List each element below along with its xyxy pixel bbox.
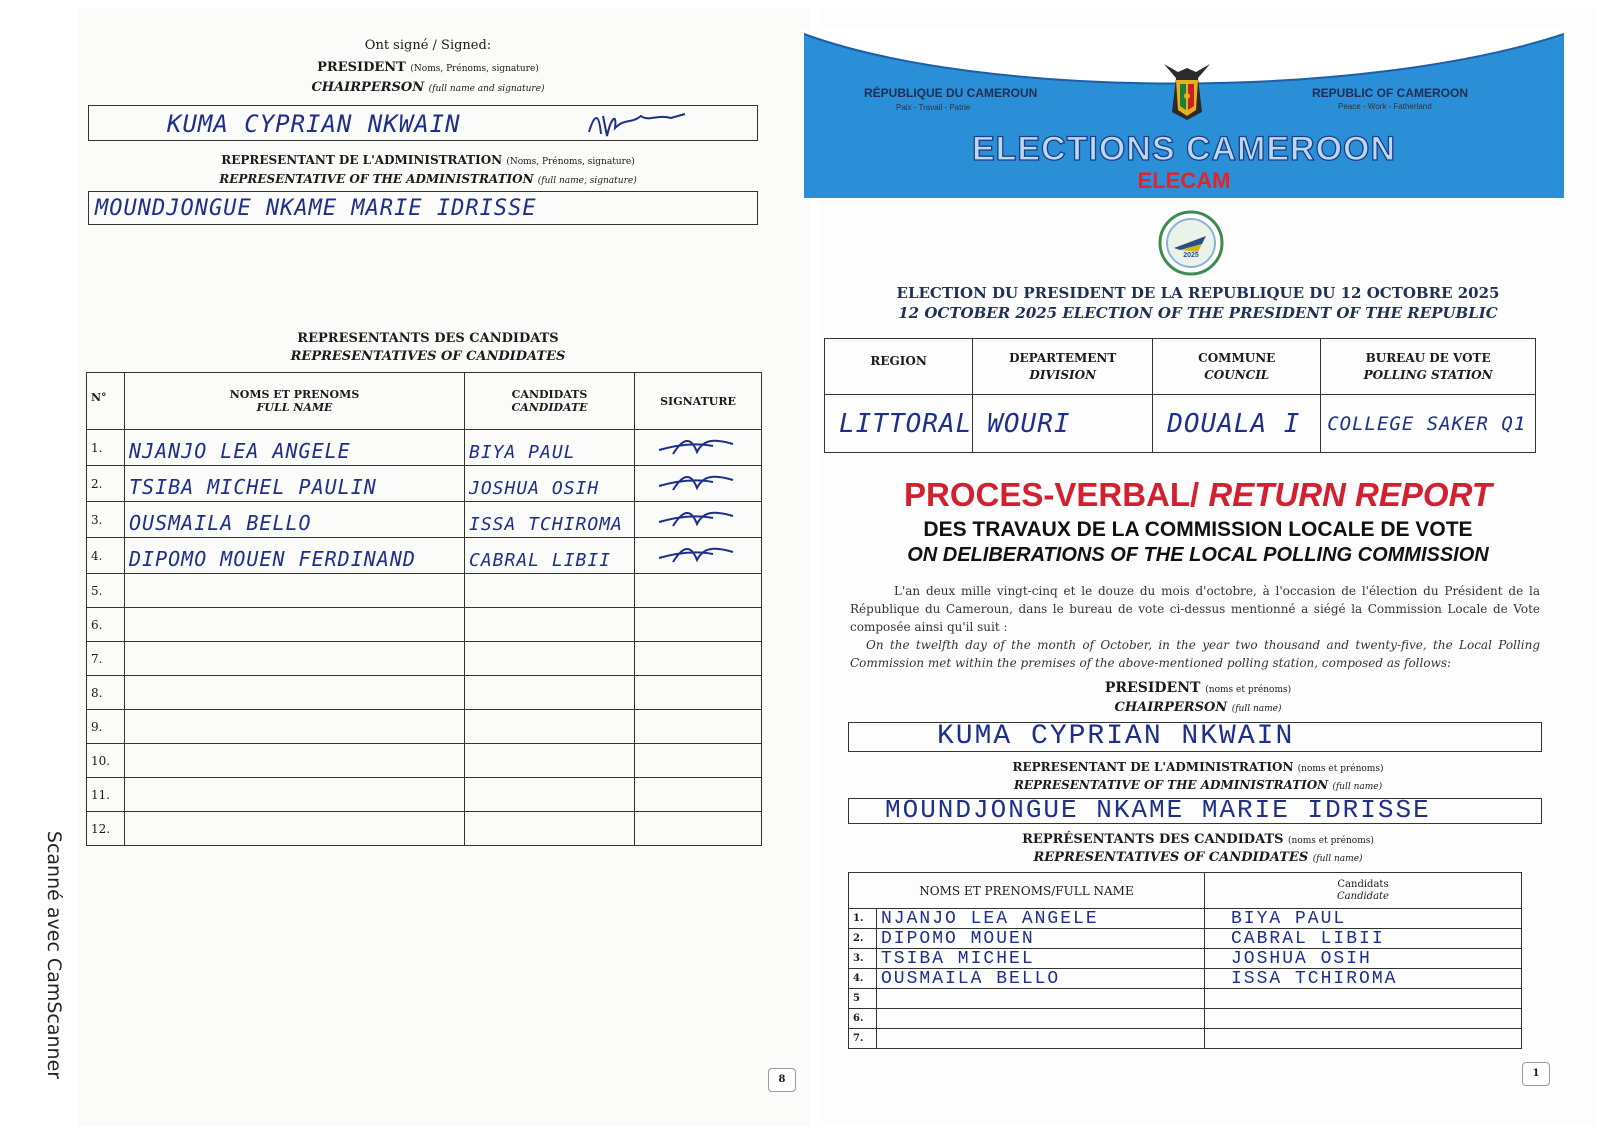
right-page <box>818 8 1596 1126</box>
president-hint: (Noms, Prénoms, signature) <box>410 64 539 74</box>
president-signature-box <box>88 105 758 141</box>
row-number: 3. <box>87 502 125 538</box>
right-row-number: 7. <box>849 1029 877 1049</box>
signature-scribble-icon <box>653 432 743 460</box>
row-full-name <box>125 812 465 846</box>
right-row-candidate: JOSHUA OSIH <box>1205 949 1522 969</box>
header-candidate-fr: CANDIDATS <box>511 388 588 401</box>
right-row-number: 5 <box>849 989 877 1009</box>
right-chairperson-label-text: CHAIRPERSON <box>1114 700 1228 715</box>
right-header-candidate <box>1205 873 1522 909</box>
signature-scribble-icon <box>653 540 743 568</box>
row-full-name: TSIBA MICHEL PAULIN <box>125 466 465 502</box>
table-row <box>87 538 762 574</box>
right-chairperson-label <box>818 700 1578 715</box>
right-row-number: 2. <box>849 929 877 949</box>
right-row-number: 4. <box>849 969 877 989</box>
election-title-en: 12 OCTOBER 2025 ELECTION OF THE PRESIDENT OF THE REPUBLIC <box>898 304 1498 322</box>
table-row <box>87 676 762 710</box>
header-name <box>125 373 465 430</box>
row-signature <box>635 744 762 778</box>
table-row <box>87 812 762 846</box>
row-number: 1. <box>87 430 125 466</box>
row-full-name: NJANJO LEA ANGELE <box>125 430 465 466</box>
station-value: COLLEGE SAKER Q1 <box>1321 395 1536 453</box>
signed-heading: Ont signé / Signed: <box>364 38 492 53</box>
table-row <box>849 1029 1522 1049</box>
header-bureau <box>1321 339 1536 395</box>
region-value: LITTORAL <box>825 395 973 453</box>
right-candidates-label-en-text: REPRESENTATIVES OF CANDIDATES <box>1033 850 1309 865</box>
admin-signature-box <box>88 191 758 225</box>
right-header-candidate-en: Candidate <box>1337 890 1389 902</box>
row-candidate <box>465 608 635 642</box>
right-row-full-name <box>877 989 1205 1009</box>
header-num: N° <box>87 373 125 430</box>
row-number: 2. <box>87 466 125 502</box>
right-row-full-name: TSIBA MICHEL <box>877 949 1205 969</box>
right-row-candidate: BIYA PAUL <box>1205 909 1522 929</box>
admin-label-en <box>78 172 778 186</box>
right-row-full-name: DIPOMO MOUEN <box>877 929 1205 949</box>
right-admin-label-text: REPRESENTANT DE L'ADMINISTRATION <box>1012 760 1294 774</box>
right-row-full-name <box>877 1009 1205 1029</box>
right-header-candidate-fr: Candidats <box>1337 878 1389 890</box>
row-signature <box>635 502 762 538</box>
signature-scribble-icon <box>653 468 743 496</box>
row-signature <box>635 608 762 642</box>
report-title-en: RETURN REPORT <box>1199 476 1492 513</box>
right-admin-hint: (noms et prénoms) <box>1297 764 1384 774</box>
left-page <box>78 8 810 1126</box>
row-full-name <box>125 574 465 608</box>
right-row-candidate <box>1205 1029 1522 1049</box>
row-candidate: BIYA PAUL <box>465 430 635 466</box>
org-acronym: ELECAM <box>1137 168 1231 193</box>
right-candidates-label <box>818 832 1578 847</box>
right-row-candidate: ISSA TCHIROMA <box>1205 969 1522 989</box>
president-name-handwritten: KUMA CYPRIAN NKWAIN <box>167 110 461 138</box>
right-table-header-row <box>849 873 1522 909</box>
header-commune-fr: COMMUNE <box>1198 350 1276 365</box>
admin-label-text: REPRESENTANT DE L'ADMINISTRATION <box>221 153 503 167</box>
row-number: 12. <box>87 812 125 846</box>
right-admin-label <box>818 760 1578 774</box>
right-page-number: 1 <box>1522 1062 1550 1086</box>
row-candidate <box>465 642 635 676</box>
location-header-row <box>825 339 1536 395</box>
row-number: 11. <box>87 778 125 812</box>
table-row <box>87 430 762 466</box>
row-candidate <box>465 676 635 710</box>
chairperson-label-text: CHAIRPERSON <box>311 80 425 95</box>
row-full-name: DIPOMO MOUEN FERDINAND <box>125 538 465 574</box>
row-signature <box>635 430 762 466</box>
row-full-name <box>125 744 465 778</box>
table-row <box>87 778 762 812</box>
row-candidate <box>465 710 635 744</box>
row-number: 4. <box>87 538 125 574</box>
row-full-name: OUSMAILA BELLO <box>125 502 465 538</box>
row-full-name <box>125 608 465 642</box>
right-admin-label-en-text: REPRESENTATIVE OF THE ADMINISTRATION <box>1013 778 1329 792</box>
election-title-fr: ELECTION DU PRESIDENT DE LA REPUBLIQUE DU 12 OCTOBRE 2025 <box>896 284 1500 302</box>
right-row-number: 3. <box>849 949 877 969</box>
admin-label-en-text: REPRESENTATIVE OF THE ADMINISTRATION <box>219 172 534 186</box>
right-admin-name-box <box>848 795 1542 825</box>
row-full-name <box>125 778 465 812</box>
header-station-en: POLLING STATION <box>1363 367 1493 382</box>
report-subtitle-fr: DES TRAVAUX DE LA COMMISSION LOCALE DE VOTE <box>923 518 1473 541</box>
table-row <box>849 969 1522 989</box>
row-signature <box>635 812 762 846</box>
location-values-row <box>825 395 1536 453</box>
report-title <box>818 476 1578 514</box>
camscanner-text: Scanné avec CamScanner <box>43 830 65 1080</box>
row-signature <box>635 710 762 744</box>
table-row <box>87 710 762 744</box>
elecam-header-banner <box>804 30 1564 198</box>
right-president-hint: (noms et prénoms) <box>1205 685 1292 695</box>
candidates-title: REPRESENTANTS DES CANDIDATS <box>297 331 559 346</box>
admin-hint-en: (full name, signature) <box>537 176 637 186</box>
intro-paragraph-en: On the twelfth day of the month of October, in the year two thousand and twenty-five, the Local Polling Commission met within the premises of the above-mentioned polling station, composed as follows: <box>850 638 1540 670</box>
table-row <box>87 574 762 608</box>
table-row <box>87 642 762 676</box>
right-candidates-label-en <box>818 850 1578 865</box>
right-president-name-box <box>848 722 1542 752</box>
header-division-en: DIVISION <box>1029 367 1097 382</box>
candidates-title-en: REPRESENTATIVES OF CANDIDATES <box>290 349 566 364</box>
header-region: REGION <box>825 339 973 395</box>
right-header-name: NOMS ET PRENOMS/FULL NAME <box>849 873 1205 909</box>
table-row <box>849 909 1522 929</box>
cameroon-coat-of-arms-icon <box>1156 58 1218 124</box>
table-row <box>849 929 1522 949</box>
row-signature <box>635 642 762 676</box>
right-president-name: KUMA CYPRIAN NKWAIN <box>937 721 1295 752</box>
elecam-2025-seal-icon <box>1158 210 1224 276</box>
camscanner-watermark <box>34 0 74 1131</box>
intro-paragraph-fr: L'an deux mille vingt-cinq et le douze du mois d'octobre, à l'occasion de l'élection du Président de la République du Cameroun, dans le bureau de vote ci-dessus mentionné a siégé la Commission Locale de Vote composée ainsi qu'il suit : <box>850 584 1540 634</box>
header-name-fr: NOMS ET PRENOMS <box>229 388 360 401</box>
table-header-row <box>87 373 762 430</box>
right-president-label-text: PRESIDENT <box>1104 680 1201 696</box>
row-full-name <box>125 710 465 744</box>
row-number: 5. <box>87 574 125 608</box>
right-chairperson-hint: (full name) <box>1231 704 1282 714</box>
header-candidate-en: CANDIDATE <box>511 401 588 414</box>
right-row-candidate <box>1205 989 1522 1009</box>
right-candidates-hint: (noms et prénoms) <box>1288 836 1374 846</box>
motto-fr: Paix - Travail - Patrie <box>896 103 971 112</box>
report-title-fr: PROCES-VERBAL/ <box>904 476 1200 513</box>
table-row <box>87 744 762 778</box>
right-candidates-table <box>848 872 1522 1049</box>
row-number: 6. <box>87 608 125 642</box>
candidates-representatives-table <box>86 372 762 846</box>
president-label-text: PRESIDENT <box>317 60 406 75</box>
right-row-candidate <box>1205 1009 1522 1029</box>
row-candidate <box>465 778 635 812</box>
right-president-label <box>818 680 1578 696</box>
commune-value: DOUALA I <box>1153 395 1321 453</box>
right-row-full-name <box>877 1029 1205 1049</box>
header-department <box>973 339 1153 395</box>
row-candidate <box>465 812 635 846</box>
right-candidates-label-text: REPRÉSENTANTS DES CANDIDATS <box>1022 832 1284 847</box>
signature-scribble-icon <box>585 108 695 140</box>
row-candidate: JOSHUA OSIH <box>465 466 635 502</box>
right-admin-label-en <box>818 778 1578 792</box>
right-row-full-name: NJANJO LEA ANGELE <box>877 909 1205 929</box>
president-label <box>78 60 778 75</box>
row-signature <box>635 778 762 812</box>
header-candidate <box>465 373 635 430</box>
row-number: 9. <box>87 710 125 744</box>
row-candidate: ISSA TCHIROMA <box>465 502 635 538</box>
header-signature: SIGNATURE <box>635 373 762 430</box>
row-candidate <box>465 744 635 778</box>
right-row-candidate: CABRAL LIBII <box>1205 929 1522 949</box>
org-title: ELECTIONS CAMEROON <box>971 130 1397 168</box>
admin-label <box>78 153 778 167</box>
right-admin-name: MOUNDJONGUE NKAME MARIE IDRISSE <box>885 795 1431 825</box>
motto-en: Peace - Work - Fatherland <box>1338 102 1432 111</box>
republic-fr: RÉPUBLIQUE DU CAMEROUN <box>864 86 1038 100</box>
seal-year: 2025 <box>1183 252 1199 259</box>
row-number: 10. <box>87 744 125 778</box>
polling-location-table <box>824 338 1536 453</box>
table-row <box>87 502 762 538</box>
chairperson-label <box>78 80 778 95</box>
row-number: 8. <box>87 676 125 710</box>
row-signature <box>635 538 762 574</box>
row-number: 7. <box>87 642 125 676</box>
table-row <box>849 989 1522 1009</box>
right-row-number: 1. <box>849 909 877 929</box>
header-bureau-fr: BUREAU DE VOTE <box>1365 350 1491 365</box>
row-candidate: CABRAL LIBII <box>465 538 635 574</box>
row-candidate <box>465 574 635 608</box>
page-number: 8 <box>768 1068 796 1092</box>
table-row <box>849 1009 1522 1029</box>
row-signature <box>635 574 762 608</box>
table-row <box>87 608 762 642</box>
table-row <box>87 466 762 502</box>
row-full-name <box>125 676 465 710</box>
table-row <box>849 949 1522 969</box>
admin-hint: (Noms, Prénoms, signature) <box>506 157 635 167</box>
header-council-en: COUNCIL <box>1204 367 1270 382</box>
row-signature <box>635 676 762 710</box>
header-name-en: FULL NAME <box>256 401 333 414</box>
header-department-fr: DEPARTEMENT <box>1009 350 1117 365</box>
signature-scribble-icon <box>653 504 743 532</box>
right-row-number: 6. <box>849 1009 877 1029</box>
header-commune <box>1153 339 1321 395</box>
admin-name-handwritten: MOUNDJONGUE NKAME MARIE IDRISSE <box>95 196 537 221</box>
row-full-name <box>125 642 465 676</box>
row-signature <box>635 466 762 502</box>
department-value: WOURI <box>973 395 1153 453</box>
chairperson-hint: (full name and signature) <box>428 84 545 94</box>
republic-en: REPUBLIC OF CAMEROON <box>1312 86 1468 100</box>
report-subtitle-en: ON DELIBERATIONS OF THE LOCAL POLLING COMMISSION <box>907 544 1489 566</box>
right-row-full-name: OUSMAILA BELLO <box>877 969 1205 989</box>
right-candidates-hint-en: (full name) <box>1312 854 1363 864</box>
right-admin-hint-en: (full name) <box>1332 782 1383 792</box>
